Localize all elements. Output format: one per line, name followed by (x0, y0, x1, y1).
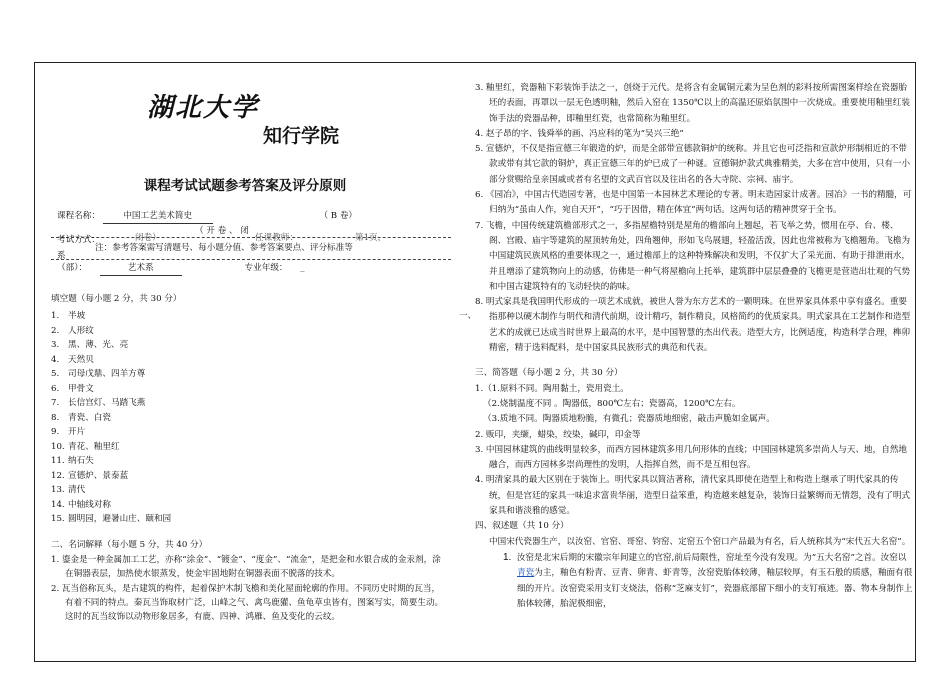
fill-in-item (51, 338, 171, 353)
fill-in-item (51, 367, 171, 382)
university-logo: 湖北大学 (147, 93, 260, 123)
fill-in-answers (51, 309, 171, 527)
item-answer: 宣德炉、景泰蓝 (68, 470, 129, 481)
exam-method-overlap: 闭卷） (135, 233, 161, 243)
note-line: 注：参考答案需写清题号、每小题分值、参考答案要点、评分标准等 (95, 243, 353, 253)
item-number: 4. (51, 354, 60, 365)
short-answer: 2. 贩印，夹缬，蜡染，绞染，碱印，印金等 (475, 429, 641, 440)
right-column (475, 63, 915, 661)
short-answer: 3. 中国园林建筑的曲线明显较多，而西方园林建筑多用几何形体的直线；中国园林建筑多崇尚人与天、地，自然地融合，而西方园林多崇尚理性的发明，人指挥自然，而不是互相包容。 (475, 444, 908, 471)
item-number: 6. (51, 383, 60, 394)
definition-item: 3. 釉里红，瓷器釉下彩装饰手法之一，创烧于元代。是将含有金属铜元素为呈色剂的彩料按所需图案样绘在瓷器胎坯的表面，再罩以一层无色透明釉，然后入窑在 1350℃以上的高温还原焰氛围中一次烧成。重要使用釉里红装饰手法的瓷器品种，即釉里红瓷，也常简称为釉里红。 (475, 83, 910, 124)
item-number: 14. (51, 499, 65, 510)
short-answer: （2.烧制温度不同 。陶器低，800℃左右；瓷器高，1200℃左右。 (483, 398, 741, 409)
document-title: 课程考试试题参考答案及评分原则 (143, 178, 347, 194)
fill-in-item (51, 454, 171, 469)
item-number: 15. (51, 514, 65, 524)
fill-in-item (51, 396, 171, 411)
page-overlap: 第1页， (355, 233, 387, 243)
item-number: 10. (51, 441, 65, 452)
item-number: 13. (51, 485, 65, 495)
fill-in-item (51, 483, 171, 498)
fill-in-item (51, 309, 171, 324)
item-answer: 纳石失 (68, 456, 94, 466)
course-label: 课程名称： (57, 211, 100, 221)
essay-item-text-a: 汝窑是北宋后期的宋徽宗年间建立的官窑,前后局限性，窑址至今没有发现。为“五大名窑”之首。汝窑以 (516, 552, 907, 563)
section-marker: 一、 (459, 311, 477, 321)
fill-in-item (51, 425, 171, 440)
short-answer: 4. 明清家具的最大区别在于装饰上。明代家具以简洁著称，清代家具即使在造型上和构造上继承了明代家具的传统，但是宫廷的家具一味追求富贵华丽，造型日益笨重，构造越来越复杂，装饰日益繁缛而无情怨，没有了明式家具和谐淡雅的感觉。 (475, 475, 911, 517)
fill-in-item (51, 469, 171, 484)
fill-in-item (51, 440, 171, 455)
item-answer: 半坡 (68, 311, 86, 321)
section3-title: 三、简答题（每小题 2 分，共 30 分） (475, 368, 623, 379)
exam-answer-sheet (34, 62, 916, 662)
section4-title: 四、叙述题（共 10 分） (475, 521, 569, 532)
divider (51, 259, 451, 260)
course-line (57, 209, 457, 224)
celadon-link[interactable]: 青瓷 (517, 568, 535, 579)
definition-item: 4. 赵子昂的字、钱舜举的画、冯应科的笔为“吴兴三绝” (475, 128, 684, 139)
dept-value: 艺术系 (100, 261, 182, 276)
grade-value: _ (300, 263, 305, 273)
fill-in-item (51, 512, 171, 527)
definition-item: 8. 明式家具是我国明代形成的一项艺术成就，被世人誉为东方艺术的一颗明珠。在世界家具体系中享有盛名。重要指那种以硬木制作与明代和清代前期，设计精巧，制作精良，风格简约的优质家具。明式家具在工艺制作和造型艺术的成就已达成当时世界上最高的水平，是中国智慧的杰出代表。造型大方，比例适度，构造科学合理，榫卯精密，精于选料配料，是中国家具民族形式的典范和代表。 (475, 297, 911, 354)
definition-item: 2. 瓦当俗称瓦头，是古建筑的构件，起着保护木制飞檐和美化屋面轮廓的作用。不同历史时期的瓦当，有着不同的特点。秦瓦当饰取材广泛，山峰之气、禽鸟鹿獾、鱼龟草虫皆有，图案写实，简要生动。这时的瓦当纹饰以动物形象居多，有鹿、四神、鸿雁、鱼及变化的云纹。 (51, 583, 444, 623)
item-answer: 甲骨文 (68, 383, 94, 394)
item-answer: 青花、釉里红 (68, 441, 120, 452)
divider (51, 237, 451, 238)
fill-in-item (51, 411, 171, 426)
left-column (35, 63, 455, 661)
dept-prefix: 系 (57, 251, 66, 261)
item-number: 5. (51, 369, 60, 379)
item-number: 3. (51, 340, 60, 350)
dept-label: （部）： (57, 263, 88, 273)
paper-version: （ B 卷） (319, 211, 358, 221)
college-name: 知行学院 (263, 125, 340, 147)
exam-method-label: 考试方式： (57, 235, 100, 245)
fill-in-item (51, 324, 171, 339)
item-number: 7. (51, 398, 60, 408)
item-number: 11. (51, 456, 65, 466)
item-answer: 长信宫灯、马踏飞燕 (68, 398, 146, 408)
item-answer: 开片 (68, 427, 86, 437)
short-answer: （3.质地不同。陶器质地粉脆，有微孔；瓷器质地细密，敲击声脆如金属声。 (483, 414, 775, 425)
item-number: 1. (51, 311, 60, 321)
short-answer: 1.（1.原料不同。陶用黏土，瓷用瓷土。 (475, 383, 629, 394)
item-answer: 天然贝 (68, 354, 94, 365)
fill-in-item (51, 353, 171, 368)
definition-item: 7. 飞檐，中国传统建筑檐部形式之一，多指屋檐特别是屋角的檐部向上翘起，若飞举之势，惯用在亭、台、楼、阁、宫殿、庙宇等建筑的屋顶转角处，四角翘伸，形如飞鸟展翅，轻盈活泼，因此也常被称为飞檐翘角。飞檐为中国建筑民族风格的重要体现之一，通过檐部上的这种特殊解决和发明，不仅扩大了采光面、有助于排泄雨水，并且增添了建筑物向上的动感，仿佛是一种气将屋檐向上托举，建筑群中层层叠叠的飞檐更是营造出壮观的气势和中国古建筑特有的飞动轻快的韵味。 (475, 220, 911, 292)
item-answer: 人形纹 (68, 325, 94, 336)
item-answer: 黑、薄、光、亮 (68, 340, 129, 350)
item-answer: 司母戊鼎、四羊方尊 (68, 369, 146, 379)
essay-item-text-b: 为主，釉色有粉青、豆青、卵青、虾青等，汝窑瓷胎体较薄，釉层较厚，有玉石般的质感，釉面有很细的开片。汝窑瓷采用支钉支烧法，俗称“芝麻支钉”，瓷器底部留下细小的支钉痕迹。器、物本身制作上胎体较薄，胎泥极细密， (517, 568, 913, 609)
definition-item: 5. 宣德炉，不仅是指宣德三年锻造的炉，而是全部带宣德款铜炉的统称。并且它也可泛指和宣款炉形制相近的不带款或带有其它款的铜炉，真正宣德三年的炉已成了一种谜。宣德铜炉款式典雅精美，大多在宫中使用，只有一小部分赏赐给皇亲国戚或者有名望的文武百官以及往出名的各大寺院、宗祠、庙宇。 (475, 144, 911, 185)
item-answer: 中轴线对称 (68, 499, 111, 510)
item-answer: 青瓷、白瓷 (68, 412, 111, 423)
item-answer: 圆明园，避暑山庄、颐和园 (68, 514, 172, 524)
section1-title: 填空题（每小题 2 分，共 30 分） (51, 294, 182, 304)
fill-in-item (51, 498, 171, 513)
section2-title: 二、名词解释（每小题 5 分，共 40 分） (51, 540, 208, 550)
item-number: 9. (51, 427, 60, 437)
course-name: 中国工艺美术简史 (103, 209, 213, 224)
definition-item: 6. 《园冶》，中国古代造园专著，也是中国第一本园林艺术理论的专著。明末造园家计成著。园冶》一书的精髓，可归纳为“虽由人作，宛自天开”，“巧于因借，精在体宜”两句话。这两句话的精神贯穿于全书。 (475, 190, 912, 216)
definition-item: 1. 鎏金是一种金属加工工艺，亦称“涂金”、“镀金”、“度金”、“流金”，是把金和水银合成的金汞剂，涂在铜器表层，加热使水银蒸发，使金牢固地附在铜器表面不脱落的技术。 (51, 555, 441, 580)
essay-intro: 中国宋代瓷器生产，以汝窑、官窑、哥窑、钧窑、定窑五个窑口产品最为有名，后人统称其为“宋代五大名窑”。 (489, 536, 911, 547)
definitions-continued (475, 81, 913, 612)
dept-line (57, 261, 457, 276)
item-number: 2. (51, 325, 60, 336)
fill-in-item (51, 382, 171, 397)
item-answer: 清代 (68, 485, 86, 495)
teacher-overlap: 任课教师： (255, 233, 298, 243)
essay-item-number: 1. (503, 551, 512, 563)
grade-label: 专业年级： (244, 263, 288, 273)
open-closed: （ 开 卷 、 闭 (195, 226, 249, 236)
definitions (51, 553, 447, 624)
essay-item (475, 550, 913, 612)
item-number: 8. (51, 412, 60, 423)
item-number: 12. (51, 470, 65, 481)
